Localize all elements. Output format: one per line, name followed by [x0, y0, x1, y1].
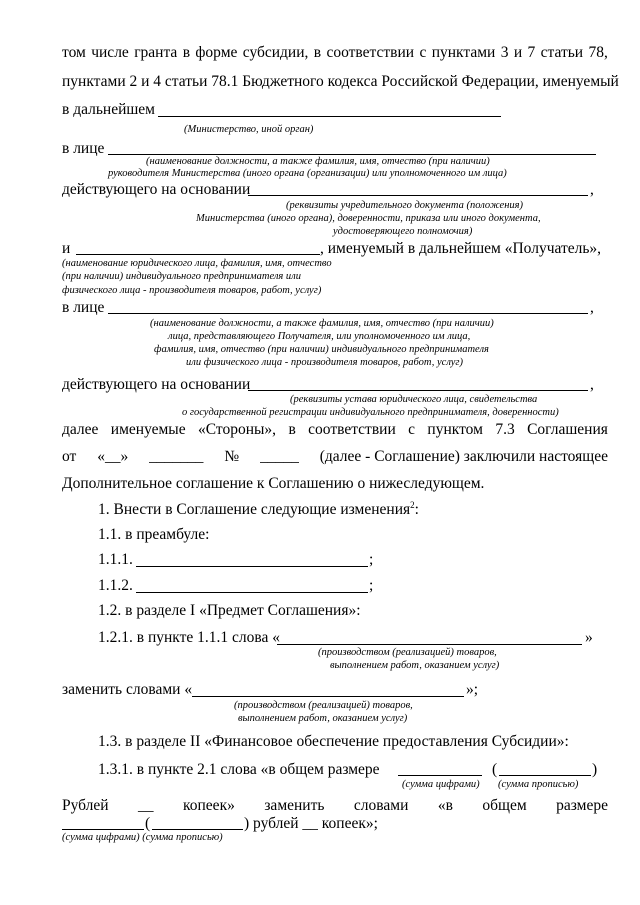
- ref-number-sign: №: [224, 448, 240, 465]
- ref-from: от: [62, 448, 77, 465]
- parties-line-text-word: 7.3: [495, 421, 515, 438]
- parties-line-text-word: далее: [62, 421, 99, 438]
- caption-ministry: (Министерство, иной орган): [184, 124, 314, 135]
- caption-words-2b: выполнением работ, оказанием услуг): [238, 713, 408, 724]
- parties-line-text-word: с: [408, 421, 416, 438]
- caption-basis-1a: (реквизиты учредительного документа (положения): [286, 200, 524, 211]
- caption-recipient-2: (при наличии) индивидуального предпринимателя или: [62, 271, 302, 282]
- preamble-line-1-text-word: с: [419, 44, 427, 61]
- rubles-word-6: «в: [437, 797, 453, 814]
- basis-blank-2: [248, 390, 588, 391]
- caption-basis-1c: удостоверяющего полномочия): [333, 226, 473, 237]
- preamble-line-1-text-word: соответствии: [326, 44, 415, 61]
- point-1-2: 1.2. в разделе I «Предмет Соглашения»:: [98, 602, 361, 619]
- caption-words-2a: (производством (реализацией) товаров,: [234, 700, 413, 711]
- basis-label-2: действующего на основании: [62, 376, 251, 393]
- point-1-2-1: 1.2.1. в пункте 1.1.1 слова «: [98, 629, 280, 646]
- ministry-rep-blank: [108, 154, 596, 155]
- amount-paren-close: ): [592, 761, 598, 778]
- point-1-2-1-blank: [277, 644, 582, 645]
- supplementary-line: Дополнительное соглашение к Соглашению о нижеследующем.: [62, 475, 485, 492]
- preamble-line-1-text-word: и: [513, 44, 523, 61]
- recipient-blank: [76, 254, 320, 255]
- replace-blank: [192, 696, 464, 697]
- caption-recipient-rep-3: фамилия, имя, отчество (при наличии) индивидуального предпринимателя: [154, 344, 489, 355]
- ref-date: _______: [149, 448, 204, 465]
- parties-line-text-word: в: [288, 421, 296, 438]
- rubles-word-4: заменить: [264, 797, 325, 814]
- rubles-word-5: словами: [353, 797, 409, 814]
- preamble-line-1-text-word: в: [182, 44, 191, 61]
- preamble-line-1-text-word: статьи: [540, 44, 584, 61]
- rubles-word-1: Рублей: [62, 797, 109, 814]
- preamble-line-1-text-word: числе: [91, 44, 129, 61]
- caption-amount-digits: (сумма цифрами): [402, 779, 480, 790]
- rubles-word-3: копеек»: [183, 797, 235, 814]
- preamble-line-1-text-word: в: [313, 44, 322, 61]
- parties-line: [62, 421, 608, 439]
- rubles-word-8: размере: [556, 797, 608, 814]
- parties-line-text-word: пунктом: [427, 421, 483, 438]
- caption-recipient-rep-2: лица, представляющего Получателя, или уполномоченного им лица,: [168, 331, 471, 342]
- caption-recipient-rep-4: или физического лица - производителя товаров, работ, услуг): [186, 357, 464, 368]
- caption-recipient-1: (наименование юридического лица, фамилия, имя, отчество: [62, 258, 332, 269]
- caption-basis-2a: (реквизиты устава юридического лица, свидетельства: [290, 394, 538, 405]
- preamble-line-1-text-word: том: [62, 44, 86, 61]
- caption-words-1b: выполнением работ, оказанием услуг): [330, 660, 500, 671]
- agreement-ref-line: [62, 448, 608, 466]
- recipient-rep-comma: ,: [590, 299, 594, 316]
- amount-digits-blank: [398, 775, 482, 776]
- preamble-line-1-text-word: гранта: [134, 44, 178, 61]
- point-1-1-1-blank: [136, 566, 368, 567]
- preamble-line-2: пунктами 2 и 4 статьи 78.1 Бюджетного кодекса Российской Федерации, именуемый: [62, 73, 619, 90]
- preamble-line-1-text-word: пунктами: [431, 44, 496, 61]
- rubles-word-2: __: [138, 797, 154, 814]
- preamble-line-1-text-word: субсидии,: [242, 44, 309, 61]
- caption-basis-2b: о государственной регистрации индивидуального предпринимателя, доверенности): [182, 407, 559, 418]
- point-1-1-2-blank: [136, 592, 368, 593]
- caption-ministry-rep-2: руководителя Министерства (иного органа (организации) или уполномоченного им лица): [108, 168, 507, 179]
- caption-amount-words: (сумма прописью): [498, 779, 579, 790]
- point-1-text: 1. Внести в Соглашение следующие изменения: [98, 501, 411, 518]
- point-1-1: 1.1. в преамбуле:: [98, 526, 210, 543]
- preamble-line-1-text-word: форме: [195, 44, 238, 61]
- basis-label-1: действующего на основании: [62, 181, 251, 198]
- in-person-label-1: в лице: [62, 140, 105, 157]
- ref-day: «__»: [97, 448, 129, 465]
- new-amount-digits-blank: [62, 829, 144, 830]
- point-1-1-1: 1.1.1.: [98, 551, 133, 568]
- new-amount-paren-open: (: [145, 815, 151, 832]
- basis-blank-1: [248, 195, 588, 196]
- point-1-1-2-end: ;: [369, 577, 374, 594]
- recipient-rep-blank: [108, 313, 588, 314]
- replace-label: заменить словами «: [62, 681, 193, 698]
- caption-new-amount: (сумма цифрами) (сумма прописью): [62, 832, 223, 843]
- parties-line-text-word: Соглашения: [527, 421, 608, 438]
- ref-tail: (далее - Соглашение) заключили настоящее: [319, 448, 608, 465]
- footnote-mark: 2: [410, 499, 415, 510]
- basis-comma-2: ,: [590, 376, 594, 393]
- preamble-line-3-label: в дальнейшем: [62, 101, 155, 118]
- point-1-2-1-end: »: [585, 629, 593, 646]
- new-amount-tail: ) рублей __ копеек»;: [244, 815, 378, 832]
- point-1-3: 1.3. в разделе II «Финансовое обеспечение предоставления Субсидии»:: [98, 733, 569, 750]
- point-1-1-1-end: ;: [369, 551, 374, 568]
- parties-line-text-word: именуемые: [110, 421, 186, 438]
- ministry-blank: [158, 116, 501, 117]
- preamble-line-1-text-word: 3: [500, 44, 509, 61]
- amount-paren-open: (: [492, 761, 498, 778]
- caption-recipient-3: физического лица - производителя товаров, работ, услуг): [62, 285, 322, 296]
- point-1-1-2: 1.1.2.: [98, 577, 133, 594]
- caption-basis-1b: Министерства (иного органа), доверенности, приказа или иного документа,: [196, 213, 541, 224]
- rubles-line: [62, 797, 608, 815]
- caption-words-1a: (производством (реализацией) товаров,: [318, 647, 497, 658]
- rubles-word-7: общем: [482, 797, 527, 814]
- new-amount-words-blank: [152, 829, 243, 830]
- and-label: и: [62, 240, 71, 257]
- caption-recipient-rep-1: (наименование должности, а также фамилия, имя, отчество (при наличии): [150, 318, 494, 329]
- preamble-line-1: [62, 44, 608, 62]
- ref-number: _____: [260, 448, 299, 465]
- basis-comma-1: ,: [590, 181, 594, 198]
- replace-end: »;: [466, 681, 479, 698]
- parties-line-text-word: «Стороны»,: [198, 421, 277, 438]
- caption-ministry-rep-1: (наименование должности, а также фамилия, имя, отчество (при наличии): [146, 156, 490, 167]
- parties-line-text-word: соответствии: [308, 421, 396, 438]
- point-1-3-1: 1.3.1. в пункте 2.1 слова «в общем размере: [98, 761, 380, 778]
- point-1: [98, 501, 419, 519]
- preamble-line-1-text-word: 7: [527, 44, 536, 61]
- preamble-line-1-text-word: 78,: [588, 44, 608, 61]
- point-1-colon: :: [414, 501, 419, 518]
- amount-words-blank: [499, 775, 591, 776]
- recipient-suffix: , именуемый в дальнейшем «Получатель»,: [320, 240, 602, 257]
- in-person-label-2: в лице: [62, 299, 105, 316]
